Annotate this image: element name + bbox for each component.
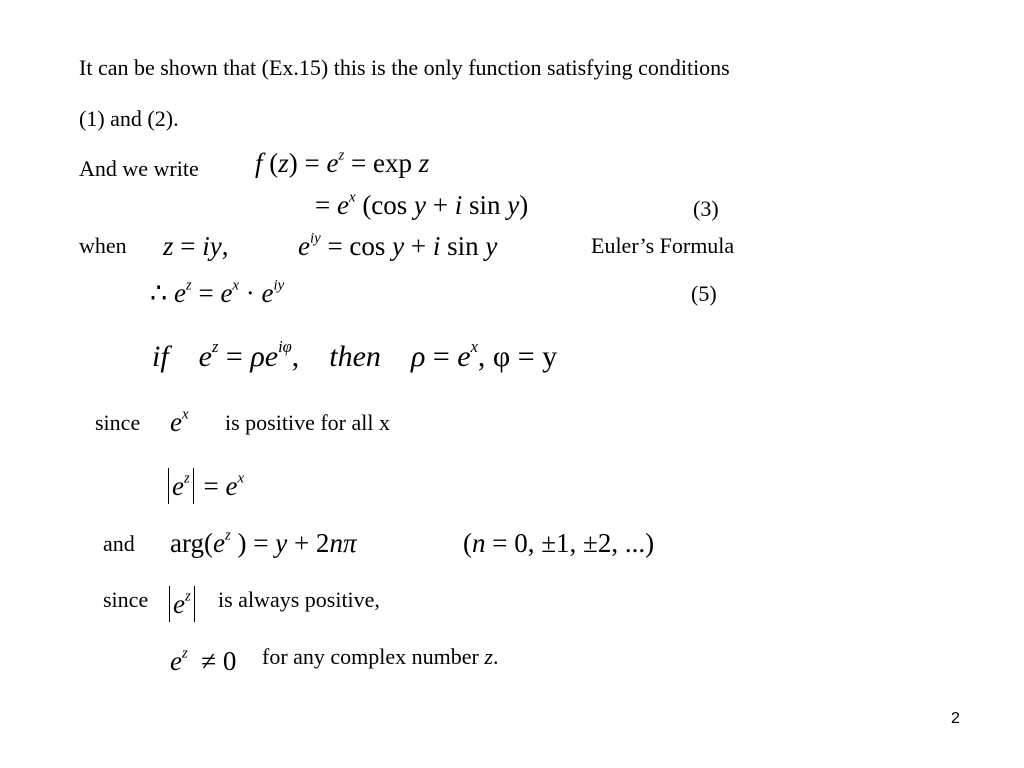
equation-polar: if $e^z = \rho e^{i\varphi}$, then $\rho = e^x$, φ = y	[152, 336, 558, 373]
positive-all-x-text: is positive for all x	[225, 410, 390, 435]
for-any-prefix: for any complex number	[262, 644, 485, 669]
equation-modulus: $e^z = e^x$	[165, 468, 244, 504]
equation-nonzero: $e^z \ne 0$	[170, 645, 237, 676]
equation-arg: $arg(e^z$ ) = y + 2nπ	[170, 527, 357, 558]
since-label-2: since	[103, 587, 149, 612]
text-line-2: (1) and (2).	[79, 106, 179, 131]
equation-3: = $e^x$ (cos y + i sin y)	[315, 189, 529, 220]
since-label-1: since	[95, 410, 141, 435]
phi-equals-y: , φ = y	[477, 340, 558, 373]
for-any-end: .	[492, 644, 499, 669]
equation-n-range: (n = 0, ±1, ±2, ...)	[463, 528, 655, 558]
exp-prefix: = exp	[351, 148, 419, 178]
when-label: when	[79, 233, 127, 258]
eulers-formula-label: Euler’s Formula	[591, 233, 735, 258]
equation-5: ∴ $e^z = e^x \cdot e^{iy}$	[150, 277, 285, 308]
for-any-complex-text	[262, 646, 498, 668]
always-positive-text: is always positive,	[218, 587, 380, 612]
equation-z-iy: z = iy,	[163, 231, 229, 261]
equation-modulus-2: $e^z$	[166, 586, 198, 622]
for-any-var: z	[484, 644, 493, 669]
text-line-1: It can be shown that (Ex.15) this is the only function satisfying conditions	[79, 55, 730, 80]
equation-f-z: f $(z) = e^z = \exp z$	[255, 147, 430, 178]
page-number: 2	[951, 710, 960, 727]
and-label: and	[103, 531, 135, 556]
equation-euler: $e^{iy} = \cos y + i$ sin y	[298, 230, 498, 261]
and-we-write-label: And we write	[79, 156, 199, 181]
equation-5-label: (5)	[691, 281, 717, 306]
equation-e-x: $e^x$	[170, 406, 189, 437]
equation-3-label: (3)	[693, 196, 719, 221]
